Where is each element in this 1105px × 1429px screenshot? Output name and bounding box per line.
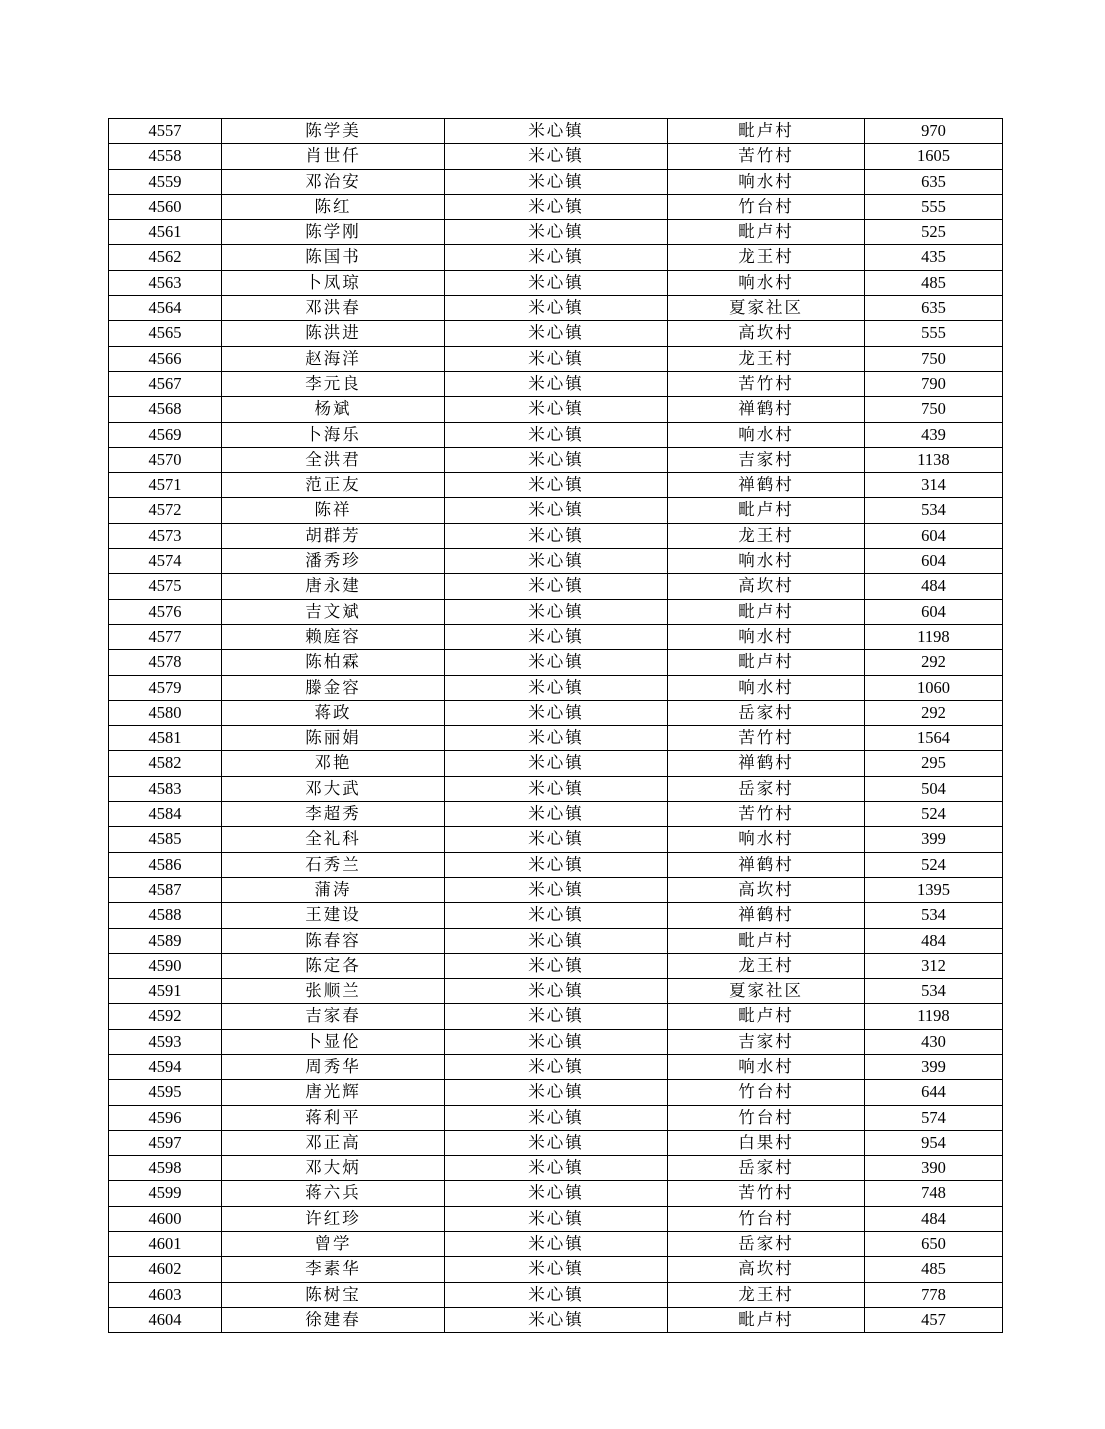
cell-amount: 574 [865, 1105, 1003, 1130]
cell-village: 禅鹤村 [668, 852, 865, 877]
cell-id: 4584 [109, 802, 222, 827]
cell-id: 4557 [109, 119, 222, 144]
cell-name: 李超秀 [222, 802, 445, 827]
cell-town: 米心镇 [445, 498, 668, 523]
cell-village: 苦竹村 [668, 726, 865, 751]
cell-id: 4590 [109, 953, 222, 978]
cell-id: 4580 [109, 700, 222, 725]
cell-id: 4579 [109, 675, 222, 700]
cell-amount: 435 [865, 245, 1003, 270]
cell-village: 岳家村 [668, 700, 865, 725]
cell-amount: 525 [865, 220, 1003, 245]
table-row [109, 802, 1003, 827]
table-row [109, 1080, 1003, 1105]
cell-village: 响水村 [668, 549, 865, 574]
cell-name: 吉文斌 [222, 599, 445, 624]
table-row [109, 574, 1003, 599]
table-row [109, 751, 1003, 776]
cell-amount: 484 [865, 928, 1003, 953]
cell-amount: 485 [865, 270, 1003, 295]
cell-name: 曾学 [222, 1232, 445, 1257]
cell-amount: 1605 [865, 144, 1003, 169]
cell-amount: 1564 [865, 726, 1003, 751]
cell-town: 米心镇 [445, 169, 668, 194]
cell-village: 岳家村 [668, 776, 865, 801]
cell-id: 4583 [109, 776, 222, 801]
cell-name: 邓治安 [222, 169, 445, 194]
cell-name: 卜显伦 [222, 1029, 445, 1054]
table-row [109, 928, 1003, 953]
cell-id: 4578 [109, 650, 222, 675]
cell-name: 陈祥 [222, 498, 445, 523]
cell-village: 响水村 [668, 422, 865, 447]
cell-name: 陈柏霖 [222, 650, 445, 675]
cell-amount: 1395 [865, 877, 1003, 902]
table-row [109, 1105, 1003, 1130]
cell-town: 米心镇 [445, 1054, 668, 1079]
cell-name: 唐永建 [222, 574, 445, 599]
cell-town: 米心镇 [445, 574, 668, 599]
table-row [109, 549, 1003, 574]
cell-amount: 1138 [865, 447, 1003, 472]
cell-amount: 484 [865, 1206, 1003, 1231]
table-row [109, 422, 1003, 447]
cell-name: 陈学美 [222, 119, 445, 144]
table-row [109, 397, 1003, 422]
cell-town: 米心镇 [445, 1029, 668, 1054]
cell-id: 4571 [109, 473, 222, 498]
cell-id: 4568 [109, 397, 222, 422]
cell-name: 全礼科 [222, 827, 445, 852]
cell-town: 米心镇 [445, 422, 668, 447]
cell-village: 响水村 [668, 827, 865, 852]
cell-name: 陈树宝 [222, 1282, 445, 1307]
cell-name: 李素华 [222, 1257, 445, 1282]
cell-village: 苦竹村 [668, 802, 865, 827]
cell-amount: 485 [865, 1257, 1003, 1282]
cell-town: 米心镇 [445, 1181, 668, 1206]
cell-town: 米心镇 [445, 903, 668, 928]
cell-amount: 399 [865, 827, 1003, 852]
cell-id: 4560 [109, 194, 222, 219]
cell-id: 4559 [109, 169, 222, 194]
cell-id: 4574 [109, 549, 222, 574]
cell-id: 4567 [109, 371, 222, 396]
table-row [109, 624, 1003, 649]
cell-amount: 1198 [865, 624, 1003, 649]
cell-id: 4572 [109, 498, 222, 523]
cell-village: 吉家村 [668, 1029, 865, 1054]
cell-amount: 748 [865, 1181, 1003, 1206]
cell-name: 滕金容 [222, 675, 445, 700]
cell-name: 肖世仟 [222, 144, 445, 169]
cell-name: 胡群芳 [222, 523, 445, 548]
cell-town: 米心镇 [445, 1232, 668, 1257]
cell-amount: 970 [865, 119, 1003, 144]
cell-name: 赖庭容 [222, 624, 445, 649]
cell-village: 毗卢村 [668, 650, 865, 675]
cell-id: 4587 [109, 877, 222, 902]
cell-town: 米心镇 [445, 1156, 668, 1181]
cell-village: 吉家村 [668, 447, 865, 472]
cell-town: 米心镇 [445, 1257, 668, 1282]
table-row [109, 1206, 1003, 1231]
cell-id: 4576 [109, 599, 222, 624]
cell-village: 毗卢村 [668, 599, 865, 624]
cell-name: 邓大武 [222, 776, 445, 801]
cell-village: 龙王村 [668, 1282, 865, 1307]
cell-town: 米心镇 [445, 802, 668, 827]
cell-name: 邓洪春 [222, 296, 445, 321]
cell-amount: 1198 [865, 1004, 1003, 1029]
cell-town: 米心镇 [445, 296, 668, 321]
table-row [109, 119, 1003, 144]
cell-amount: 635 [865, 296, 1003, 321]
cell-amount: 604 [865, 523, 1003, 548]
table-row [109, 270, 1003, 295]
cell-id: 4598 [109, 1156, 222, 1181]
cell-village: 响水村 [668, 169, 865, 194]
cell-town: 米心镇 [445, 1307, 668, 1332]
cell-name: 张顺兰 [222, 979, 445, 1004]
table-row [109, 877, 1003, 902]
cell-village: 禅鹤村 [668, 751, 865, 776]
table-row [109, 1004, 1003, 1029]
table-body [109, 119, 1003, 1333]
cell-amount: 504 [865, 776, 1003, 801]
table-row [109, 473, 1003, 498]
cell-id: 4597 [109, 1130, 222, 1155]
table-row [109, 346, 1003, 371]
cell-village: 龙王村 [668, 953, 865, 978]
cell-name: 陈红 [222, 194, 445, 219]
cell-id: 4599 [109, 1181, 222, 1206]
cell-name: 邓大炳 [222, 1156, 445, 1181]
table-row [109, 599, 1003, 624]
table-row [109, 953, 1003, 978]
cell-town: 米心镇 [445, 726, 668, 751]
cell-name: 卜凤琼 [222, 270, 445, 295]
table-row [109, 827, 1003, 852]
table-row [109, 1257, 1003, 1282]
table-row [109, 245, 1003, 270]
cell-amount: 1060 [865, 675, 1003, 700]
cell-amount: 534 [865, 979, 1003, 1004]
cell-town: 米心镇 [445, 371, 668, 396]
cell-name: 潘秀珍 [222, 549, 445, 574]
cell-id: 4592 [109, 1004, 222, 1029]
cell-amount: 604 [865, 599, 1003, 624]
cell-name: 陈定各 [222, 953, 445, 978]
cell-name: 蒋政 [222, 700, 445, 725]
cell-name: 唐光辉 [222, 1080, 445, 1105]
cell-id: 4569 [109, 422, 222, 447]
table-row [109, 776, 1003, 801]
cell-amount: 292 [865, 700, 1003, 725]
table-row [109, 700, 1003, 725]
cell-village: 响水村 [668, 675, 865, 700]
cell-town: 米心镇 [445, 447, 668, 472]
cell-village: 竹台村 [668, 1206, 865, 1231]
cell-town: 米心镇 [445, 1206, 668, 1231]
cell-name: 蒋六兵 [222, 1181, 445, 1206]
table-row [109, 1307, 1003, 1332]
cell-amount: 430 [865, 1029, 1003, 1054]
cell-id: 4589 [109, 928, 222, 953]
cell-town: 米心镇 [445, 194, 668, 219]
cell-amount: 484 [865, 574, 1003, 599]
cell-id: 4575 [109, 574, 222, 599]
cell-village: 禅鹤村 [668, 397, 865, 422]
table-row [109, 903, 1003, 928]
table-row [109, 1282, 1003, 1307]
cell-amount: 399 [865, 1054, 1003, 1079]
table-row [109, 979, 1003, 1004]
cell-amount: 439 [865, 422, 1003, 447]
cell-town: 米心镇 [445, 624, 668, 649]
cell-village: 龙王村 [668, 523, 865, 548]
cell-village: 毗卢村 [668, 1004, 865, 1029]
cell-id: 4564 [109, 296, 222, 321]
cell-town: 米心镇 [445, 119, 668, 144]
cell-village: 白果村 [668, 1130, 865, 1155]
cell-village: 竹台村 [668, 194, 865, 219]
cell-town: 米心镇 [445, 650, 668, 675]
cell-name: 蒋利平 [222, 1105, 445, 1130]
cell-town: 米心镇 [445, 776, 668, 801]
cell-amount: 390 [865, 1156, 1003, 1181]
cell-town: 米心镇 [445, 1004, 668, 1029]
cell-id: 4561 [109, 220, 222, 245]
cell-town: 米心镇 [445, 220, 668, 245]
cell-town: 米心镇 [445, 751, 668, 776]
cell-id: 4601 [109, 1232, 222, 1257]
cell-name: 徐建春 [222, 1307, 445, 1332]
table-row [109, 1156, 1003, 1181]
cell-amount: 555 [865, 194, 1003, 219]
cell-amount: 555 [865, 321, 1003, 346]
cell-town: 米心镇 [445, 346, 668, 371]
cell-id: 4585 [109, 827, 222, 852]
cell-village: 竹台村 [668, 1080, 865, 1105]
cell-name: 全洪君 [222, 447, 445, 472]
cell-name: 赵海洋 [222, 346, 445, 371]
cell-id: 4586 [109, 852, 222, 877]
cell-amount: 650 [865, 1232, 1003, 1257]
cell-town: 米心镇 [445, 953, 668, 978]
cell-id: 4603 [109, 1282, 222, 1307]
cell-id: 4591 [109, 979, 222, 1004]
cell-village: 响水村 [668, 1054, 865, 1079]
cell-id: 4595 [109, 1080, 222, 1105]
cell-name: 李元良 [222, 371, 445, 396]
cell-amount: 644 [865, 1080, 1003, 1105]
cell-name: 邓艳 [222, 751, 445, 776]
cell-village: 苦竹村 [668, 371, 865, 396]
cell-village: 禅鹤村 [668, 473, 865, 498]
cell-name: 陈学刚 [222, 220, 445, 245]
cell-id: 4596 [109, 1105, 222, 1130]
cell-town: 米心镇 [445, 1080, 668, 1105]
cell-village: 响水村 [668, 270, 865, 295]
table-row [109, 523, 1003, 548]
cell-town: 米心镇 [445, 979, 668, 1004]
cell-id: 4593 [109, 1029, 222, 1054]
cell-name: 许红珍 [222, 1206, 445, 1231]
cell-town: 米心镇 [445, 877, 668, 902]
cell-village: 响水村 [668, 624, 865, 649]
cell-town: 米心镇 [445, 700, 668, 725]
cell-village: 高坎村 [668, 574, 865, 599]
cell-town: 米心镇 [445, 473, 668, 498]
cell-town: 米心镇 [445, 397, 668, 422]
cell-town: 米心镇 [445, 1282, 668, 1307]
cell-amount: 295 [865, 751, 1003, 776]
table-row [109, 169, 1003, 194]
cell-village: 夏家社区 [668, 296, 865, 321]
cell-town: 米心镇 [445, 852, 668, 877]
cell-amount: 750 [865, 397, 1003, 422]
table-row [109, 726, 1003, 751]
cell-amount: 954 [865, 1130, 1003, 1155]
cell-amount: 524 [865, 802, 1003, 827]
cell-village: 龙王村 [668, 346, 865, 371]
table-row [109, 852, 1003, 877]
cell-town: 米心镇 [445, 599, 668, 624]
cell-town: 米心镇 [445, 523, 668, 548]
cell-id: 4566 [109, 346, 222, 371]
table-row [109, 675, 1003, 700]
table-row [109, 194, 1003, 219]
table-row [109, 1054, 1003, 1079]
cell-name: 周秀华 [222, 1054, 445, 1079]
cell-id: 4562 [109, 245, 222, 270]
cell-village: 高坎村 [668, 1257, 865, 1282]
cell-village: 龙王村 [668, 245, 865, 270]
cell-amount: 790 [865, 371, 1003, 396]
cell-village: 竹台村 [668, 1105, 865, 1130]
cell-id: 4604 [109, 1307, 222, 1332]
cell-amount: 314 [865, 473, 1003, 498]
cell-id: 4558 [109, 144, 222, 169]
cell-id: 4563 [109, 270, 222, 295]
table-row [109, 1130, 1003, 1155]
cell-name: 陈春容 [222, 928, 445, 953]
cell-name: 王建设 [222, 903, 445, 928]
cell-id: 4594 [109, 1054, 222, 1079]
cell-amount: 534 [865, 903, 1003, 928]
cell-village: 高坎村 [668, 321, 865, 346]
cell-village: 毗卢村 [668, 220, 865, 245]
cell-name: 蒲涛 [222, 877, 445, 902]
cell-village: 苦竹村 [668, 1181, 865, 1206]
table-row [109, 144, 1003, 169]
cell-town: 米心镇 [445, 549, 668, 574]
cell-town: 米心镇 [445, 1130, 668, 1155]
cell-amount: 750 [865, 346, 1003, 371]
cell-id: 4581 [109, 726, 222, 751]
cell-village: 毗卢村 [668, 928, 865, 953]
cell-name: 陈国书 [222, 245, 445, 270]
cell-amount: 778 [865, 1282, 1003, 1307]
cell-village: 高坎村 [668, 877, 865, 902]
cell-id: 4582 [109, 751, 222, 776]
cell-id: 4602 [109, 1257, 222, 1282]
table-row [109, 296, 1003, 321]
cell-town: 米心镇 [445, 1105, 668, 1130]
table-row [109, 447, 1003, 472]
cell-amount: 534 [865, 498, 1003, 523]
cell-village: 苦竹村 [668, 144, 865, 169]
cell-town: 米心镇 [445, 675, 668, 700]
cell-name: 卜海乐 [222, 422, 445, 447]
table-row [109, 1181, 1003, 1206]
cell-town: 米心镇 [445, 928, 668, 953]
cell-name: 杨斌 [222, 397, 445, 422]
subsidy-table [108, 118, 1003, 1333]
cell-name: 邓正高 [222, 1130, 445, 1155]
table-row [109, 321, 1003, 346]
cell-name: 吉家春 [222, 1004, 445, 1029]
cell-amount: 524 [865, 852, 1003, 877]
cell-town: 米心镇 [445, 144, 668, 169]
cell-town: 米心镇 [445, 321, 668, 346]
cell-town: 米心镇 [445, 827, 668, 852]
cell-village: 夏家社区 [668, 979, 865, 1004]
cell-name: 陈丽娟 [222, 726, 445, 751]
table-row [109, 1029, 1003, 1054]
cell-amount: 635 [865, 169, 1003, 194]
cell-village: 岳家村 [668, 1156, 865, 1181]
cell-id: 4573 [109, 523, 222, 548]
cell-amount: 604 [865, 549, 1003, 574]
table-row [109, 498, 1003, 523]
table-row [109, 371, 1003, 396]
cell-name: 石秀兰 [222, 852, 445, 877]
cell-village: 禅鹤村 [668, 903, 865, 928]
cell-id: 4570 [109, 447, 222, 472]
table-row [109, 1232, 1003, 1257]
cell-amount: 312 [865, 953, 1003, 978]
cell-name: 陈洪进 [222, 321, 445, 346]
cell-town: 米心镇 [445, 245, 668, 270]
cell-id: 4577 [109, 624, 222, 649]
cell-town: 米心镇 [445, 270, 668, 295]
cell-name: 范正友 [222, 473, 445, 498]
cell-village: 岳家村 [668, 1232, 865, 1257]
table-row [109, 650, 1003, 675]
table-row [109, 220, 1003, 245]
cell-id: 4600 [109, 1206, 222, 1231]
cell-amount: 457 [865, 1307, 1003, 1332]
cell-village: 毗卢村 [668, 498, 865, 523]
cell-village: 毗卢村 [668, 1307, 865, 1332]
cell-amount: 292 [865, 650, 1003, 675]
cell-id: 4565 [109, 321, 222, 346]
cell-village: 毗卢村 [668, 119, 865, 144]
cell-id: 4588 [109, 903, 222, 928]
